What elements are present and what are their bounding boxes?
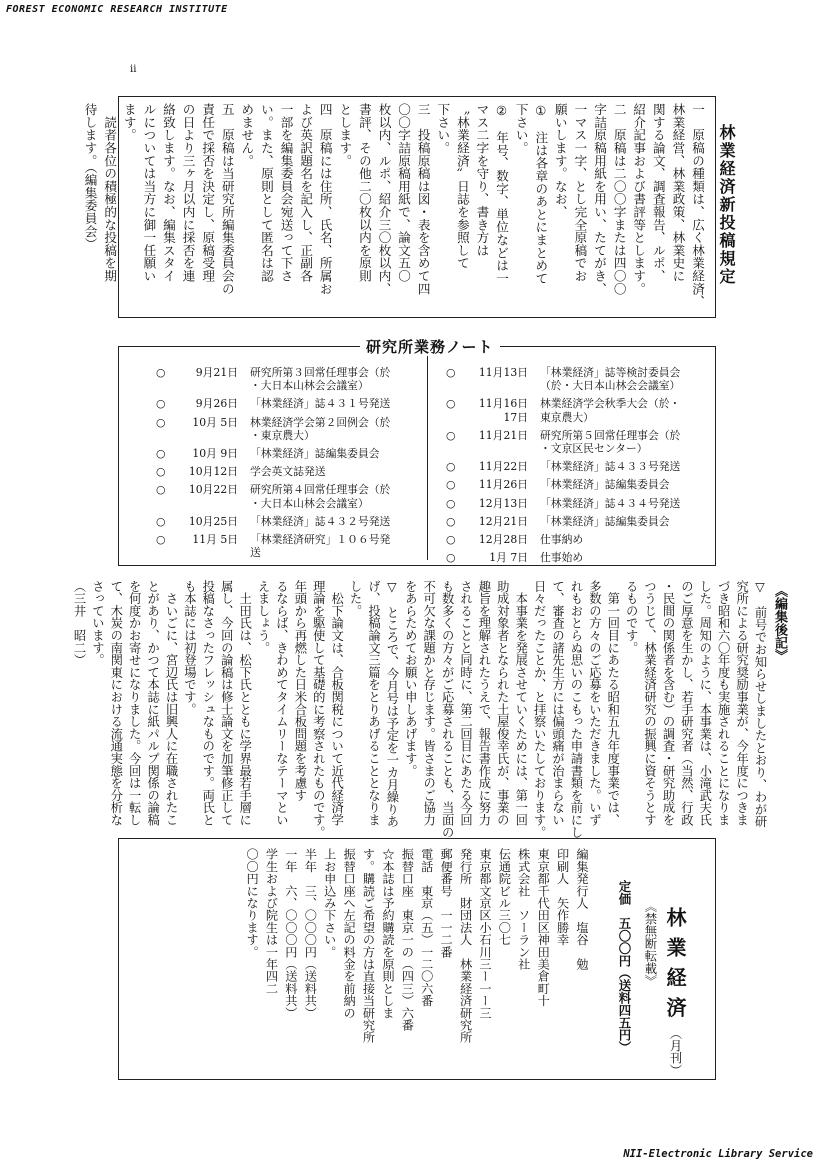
postscript-line: した。周知のように、本事業は、小滝武夫氏 [697,580,712,826]
note-event: 「林業経済」誌編集委員会 [540,514,670,528]
rules-line: 書評、その他二〇枚以内を原則 [356,103,372,283]
rules-line: 読者各位の積極的な投稿を期 [102,103,118,283]
journal-title: 林業経済 [663,907,687,1027]
note-event: 林業経済学会秋季大会（於・ 東京農大） [540,397,681,424]
postscript-line: とがあり、かつて本誌に紙パルプ関係の論稿 [145,580,160,826]
note-event: 林業経済学会第２回例会（於 ・東京農大） [250,415,391,442]
postscript-line: 日々だったことか、と拝察いたしております。 [532,580,547,839]
editor-postscript-title: 《編集後記》 [772,584,787,662]
colophon-line: ☆本誌は予約購読を原則としま [380,848,395,1019]
rules-line: めません。 [239,103,255,167]
rules-line: よび英訳題名を記入し、正副各 [298,103,314,283]
note-date: 11月 5日 [192,533,238,546]
colophon-line: 伝通院ビル三〇七 [497,848,512,946]
rules-line: 字詰原稿用紙を用い、たてがき、 [592,103,608,295]
note-row [156,465,326,478]
business-notes-left-column [156,366,424,560]
rules-line: 紹介記事および書評等とします。 [631,103,647,295]
postscript-line: 本事業を発展させていくためには、第一回 [513,580,528,826]
postscript-line: えましょう。 [256,580,271,654]
postscript-line: 土田氏は、松下氏とともに学界最若手層に [237,580,252,826]
note-row [446,497,680,510]
note-bullet: ○ [446,460,456,474]
postscript-line: 年頭から再燃した日米合板問題を考慮す [292,580,307,802]
colophon-line: 一年 六、〇〇〇円（送料共） [283,848,298,1019]
submission-rules-title: 林業経済新投稿規定 [718,120,734,290]
submission-rules-text [80,103,707,311]
note-bullet: ○ [156,415,166,429]
note-event: 仕事始め [540,551,584,565]
note-event: 「林業経済」誌編集委員会 [540,478,670,492]
note-event: 「林業経済」誌編集委員会 [250,447,380,460]
postscript-line: るならば、きわめてタイムリーなテーマとい [274,580,289,826]
colophon-no-reprint: 《禁無断転載》 [643,900,658,987]
postscript-line: のご厚意を生かし、若手研究者（当然、行政 [679,580,694,826]
postscript-line: した。 [348,580,363,617]
postscript-line: て、審査の諸先生方には偏頭痛が治まらない [550,580,565,826]
note-row [156,483,390,509]
postscript-line: 松下論文は、合板関税について近代経済学 [329,580,344,826]
business-notes-title: 研究所業務ノート [360,336,500,357]
rules-line: 〝林業経済〟日誌を参照して [454,103,470,270]
note-bullet: ○ [156,397,166,411]
postscript-line: も本誌には初登場です。 [182,580,197,716]
rules-line: 関する論文、調査報告、ルポ、 [650,103,666,283]
note-bullet: ○ [156,533,166,546]
postscript-line: づき昭和六〇年度も実施されることになりま [716,580,731,826]
colophon-line: す。購読ご希望の方は直接当研究所 [361,848,376,1044]
note-event: 学会英文誌発送 [250,465,326,479]
rules-line: い。また、原則として匿名は認 [258,103,274,283]
business-notes-divider [427,356,428,560]
postscript-line: るものです。 [624,580,639,654]
postscript-line: 属し、今回の論稿は修士論文を加筆修正して [219,580,234,826]
note-row [446,533,583,546]
note-row [446,460,680,473]
note-bullet: ○ [156,366,166,379]
note-date: 10月 9日 [192,447,238,460]
page-marker: ii [130,64,137,75]
note-row [446,397,680,423]
rules-line: 三 投稿原稿は図・表を含めて四 [415,103,431,295]
note-date: 11月13日 [478,366,528,379]
colophon-line: 振替口座へ左記の料金を前納の [342,848,357,1019]
colophon-line: 〇〇円になります。 [245,848,260,958]
note-row [156,533,390,559]
note-bullet: ○ [446,366,456,379]
note-event: 「林業経済」誌４３４号発送 [540,496,681,510]
postscript-line: さっています。 [90,580,105,667]
postscript-line: ・民間の関係者を含む）の調査・研究助成を [660,580,675,826]
note-event: 仕事納め [540,533,584,546]
rules-line: 枚以内、ルポ、紹介三〇枚以内、 [376,103,392,295]
note-bullet: ○ [156,465,166,479]
postscript-line: て、木炭の南関東における流通実態を分析な [108,580,123,826]
postscript-line: も数多くの方々がご応募されることも、当面の [440,580,455,839]
postscript-line: 第一回目にあたる昭和五九年度事業では、 [605,580,620,826]
note-event: 研究所第４回常任理事会（於 ・大日本山林会会議室） [250,483,391,510]
note-date: 9月26日 [195,397,238,411]
institute-header: FOREST ECONOMIC RESEARCH INSTITUTE [6,4,228,15]
note-row [446,366,680,392]
note-row [156,366,390,392]
note-row [156,397,390,410]
postscript-line: （三井 昭二） [71,580,86,667]
colophon-line: 電話 東京（五）一二〇六番 [419,848,434,1007]
postscript-line: ▽ 前号でお知らせしましたとおり、わが研 [753,580,767,828]
note-row [446,515,670,528]
rules-line: マス二字を守り、書き方は [474,103,490,257]
note-date: 11月26日 [478,478,528,492]
postscript-line: をあらためてお願い申しあげます。 [403,580,418,777]
note-row [446,551,583,564]
note-date: 10月 5日 [192,415,238,429]
note-bullet: ○ [446,428,456,442]
rules-line: 下さい。 [435,103,451,155]
note-bullet: ○ [446,397,456,411]
colophon-line: 株式会社 ソーラン社 [516,848,531,970]
note-date: 12月28日 [478,533,528,546]
editor-postscript-text [70,580,769,839]
postscript-line: されることと同時に、第二回目にあたる今回 [458,580,473,826]
postscript-line: 投稿なさったフレッシュなものです。両氏と [200,580,215,826]
colophon-line: 東京都文京区小石川三ー一ー三 [477,848,492,1019]
note-row [156,447,380,460]
note-bullet: ○ [446,533,456,546]
note-bullet: ○ [446,551,456,565]
postscript-line: げ、投稿論文三篇をとりあげることとなりま [366,580,381,826]
note-event: 研究所第５回常任理事会（於 ・文京区民センター） [540,428,681,455]
rules-line: 願いします。なお、 [552,103,568,219]
rules-line: 一マス一字、とし完全原稿でお [572,103,588,283]
postscript-line: 究所による研究奨励事業が、今年度につきま [734,580,749,826]
colophon-details [242,848,591,1070]
postscript-line: を何度かお寄せになりました。今回は一転し [127,580,142,826]
postscript-line: 不可欠な課題かと存じます。皆さまのご協力 [421,580,436,826]
note-date: 11月21日 [478,428,528,442]
colophon-line: 学生および院生は一年四二 [264,848,279,995]
colophon-line: 発行所 財団法人 林業経済研究所 [458,848,473,1044]
rules-line: 二 原稿は二〇〇字または四〇〇 [611,103,627,295]
rules-line: 絡致します。なお、編集スタイ [160,103,176,283]
colophon-line: 印刷人 矢作勝幸 [555,848,570,946]
note-row [156,416,390,442]
postscript-line: 助成対象者となられた土屋俊幸氏が、事業の [495,580,510,826]
note-bullet: ○ [156,514,166,528]
note-date: 11月16日 17日 [478,397,528,424]
postscript-line: れもおとらぬ思いのこもった申請書類を前にし [568,580,583,839]
submission-rules-box [82,96,716,318]
colophon-line: 編集発行人 塩谷 勉 [575,848,589,970]
postscript-line: 趣旨を理解されたうえで、報告書作成に努力 [476,580,491,826]
postscript-line: 理論を駆使して基礎的に考察されたものです。 [311,580,326,839]
note-bullet: ○ [156,447,166,460]
rules-line: 四 原稿には住所、氏名、所属お [317,103,333,295]
note-date: 1月 7日 [489,551,528,565]
note-date: 12月13日 [478,496,528,510]
colophon-price: 定価 五〇〇円（送料四五円） [617,880,632,1054]
rules-line: 一 原稿の種類は、広く林業経済、 [690,103,705,308]
rules-line: 待します。（編集委員会） [82,103,98,251]
journal-monthly: （月刊） [668,1027,683,1077]
postscript-line: ▽ ところで、今月号は予定を一カ月繰りあ [384,580,399,828]
rules-line: 下さい。 [513,103,529,155]
note-event: 「林業経済」誌４３１号発送 [250,397,391,411]
postscript-line: 多数の方々のご応募をいただきました。いず [587,580,602,826]
note-date: 12月21日 [478,514,528,528]
rules-line: 一部を編集委員会宛送って下さ [278,103,294,283]
rules-line: ① 注は各章のあとにまとめて [533,103,549,285]
rules-line: 五 原稿は当研究所編集委員会の [219,103,235,295]
rules-line: 〇〇字詰原稿用紙で、論文五〇 [396,103,412,283]
note-event: 「林業経済」誌４３２号発送 [250,514,391,528]
postscript-line: つうじて、林業経済研究の振興に資そうとす [642,580,657,826]
rules-line: ② 年号、数字、単位などは一 [494,103,510,285]
rules-line: ます。 [121,103,137,142]
note-date: 10月25日 [188,514,238,528]
note-bullet: ○ [446,478,456,492]
colophon-line: 振替口座 東京一の（四三）六番 [400,848,415,1031]
note-date: 11月22日 [478,460,528,474]
library-service-footer: NII-Electronic Library Service [623,1148,813,1160]
colophon-line: 郵便番号 一一二番 [439,848,454,958]
colophon-line: 上お申込み下さい。 [322,848,337,958]
note-bullet: ○ [446,514,456,528]
rules-line: ルについては当方に御一任願い [141,103,157,283]
note-date: 10月22日 [188,483,238,497]
note-date: 10月12日 [188,465,238,479]
note-bullet: ○ [156,483,166,497]
rules-line: 責任で採否を決定し、原稿受理 [200,103,216,283]
postscript-line: さいごに、宮辺氏は旧興人に在職されたこ [164,580,178,826]
note-event: 「林業経済研究」１０６号発 送 [250,533,391,560]
rules-line: 林業経営、林業政策、林業史に [670,103,686,283]
note-row [446,478,670,491]
rules-line: とします。 [337,103,353,167]
note-bullet: ○ [446,496,456,510]
colophon-line: 半年 三、〇〇〇円（送料共） [303,848,318,1019]
colophon-line: 東京都千代田区神田美倉町十 [536,848,551,1007]
note-date: 9月21日 [195,366,238,379]
note-event: 「林業経済」誌４３３号発送 [540,460,681,474]
note-row [446,429,680,455]
note-event: 研究所第３回常任理事会（於 ・大日本山林会会議室） [250,366,391,393]
business-notes-right-column [446,366,710,565]
note-event: 「林業経済」誌等検討委員会 （於・大日本山林会会議室） [540,366,681,393]
rules-line: の日より三ヶ月以内に採否を連 [180,103,196,283]
note-row [156,515,390,528]
